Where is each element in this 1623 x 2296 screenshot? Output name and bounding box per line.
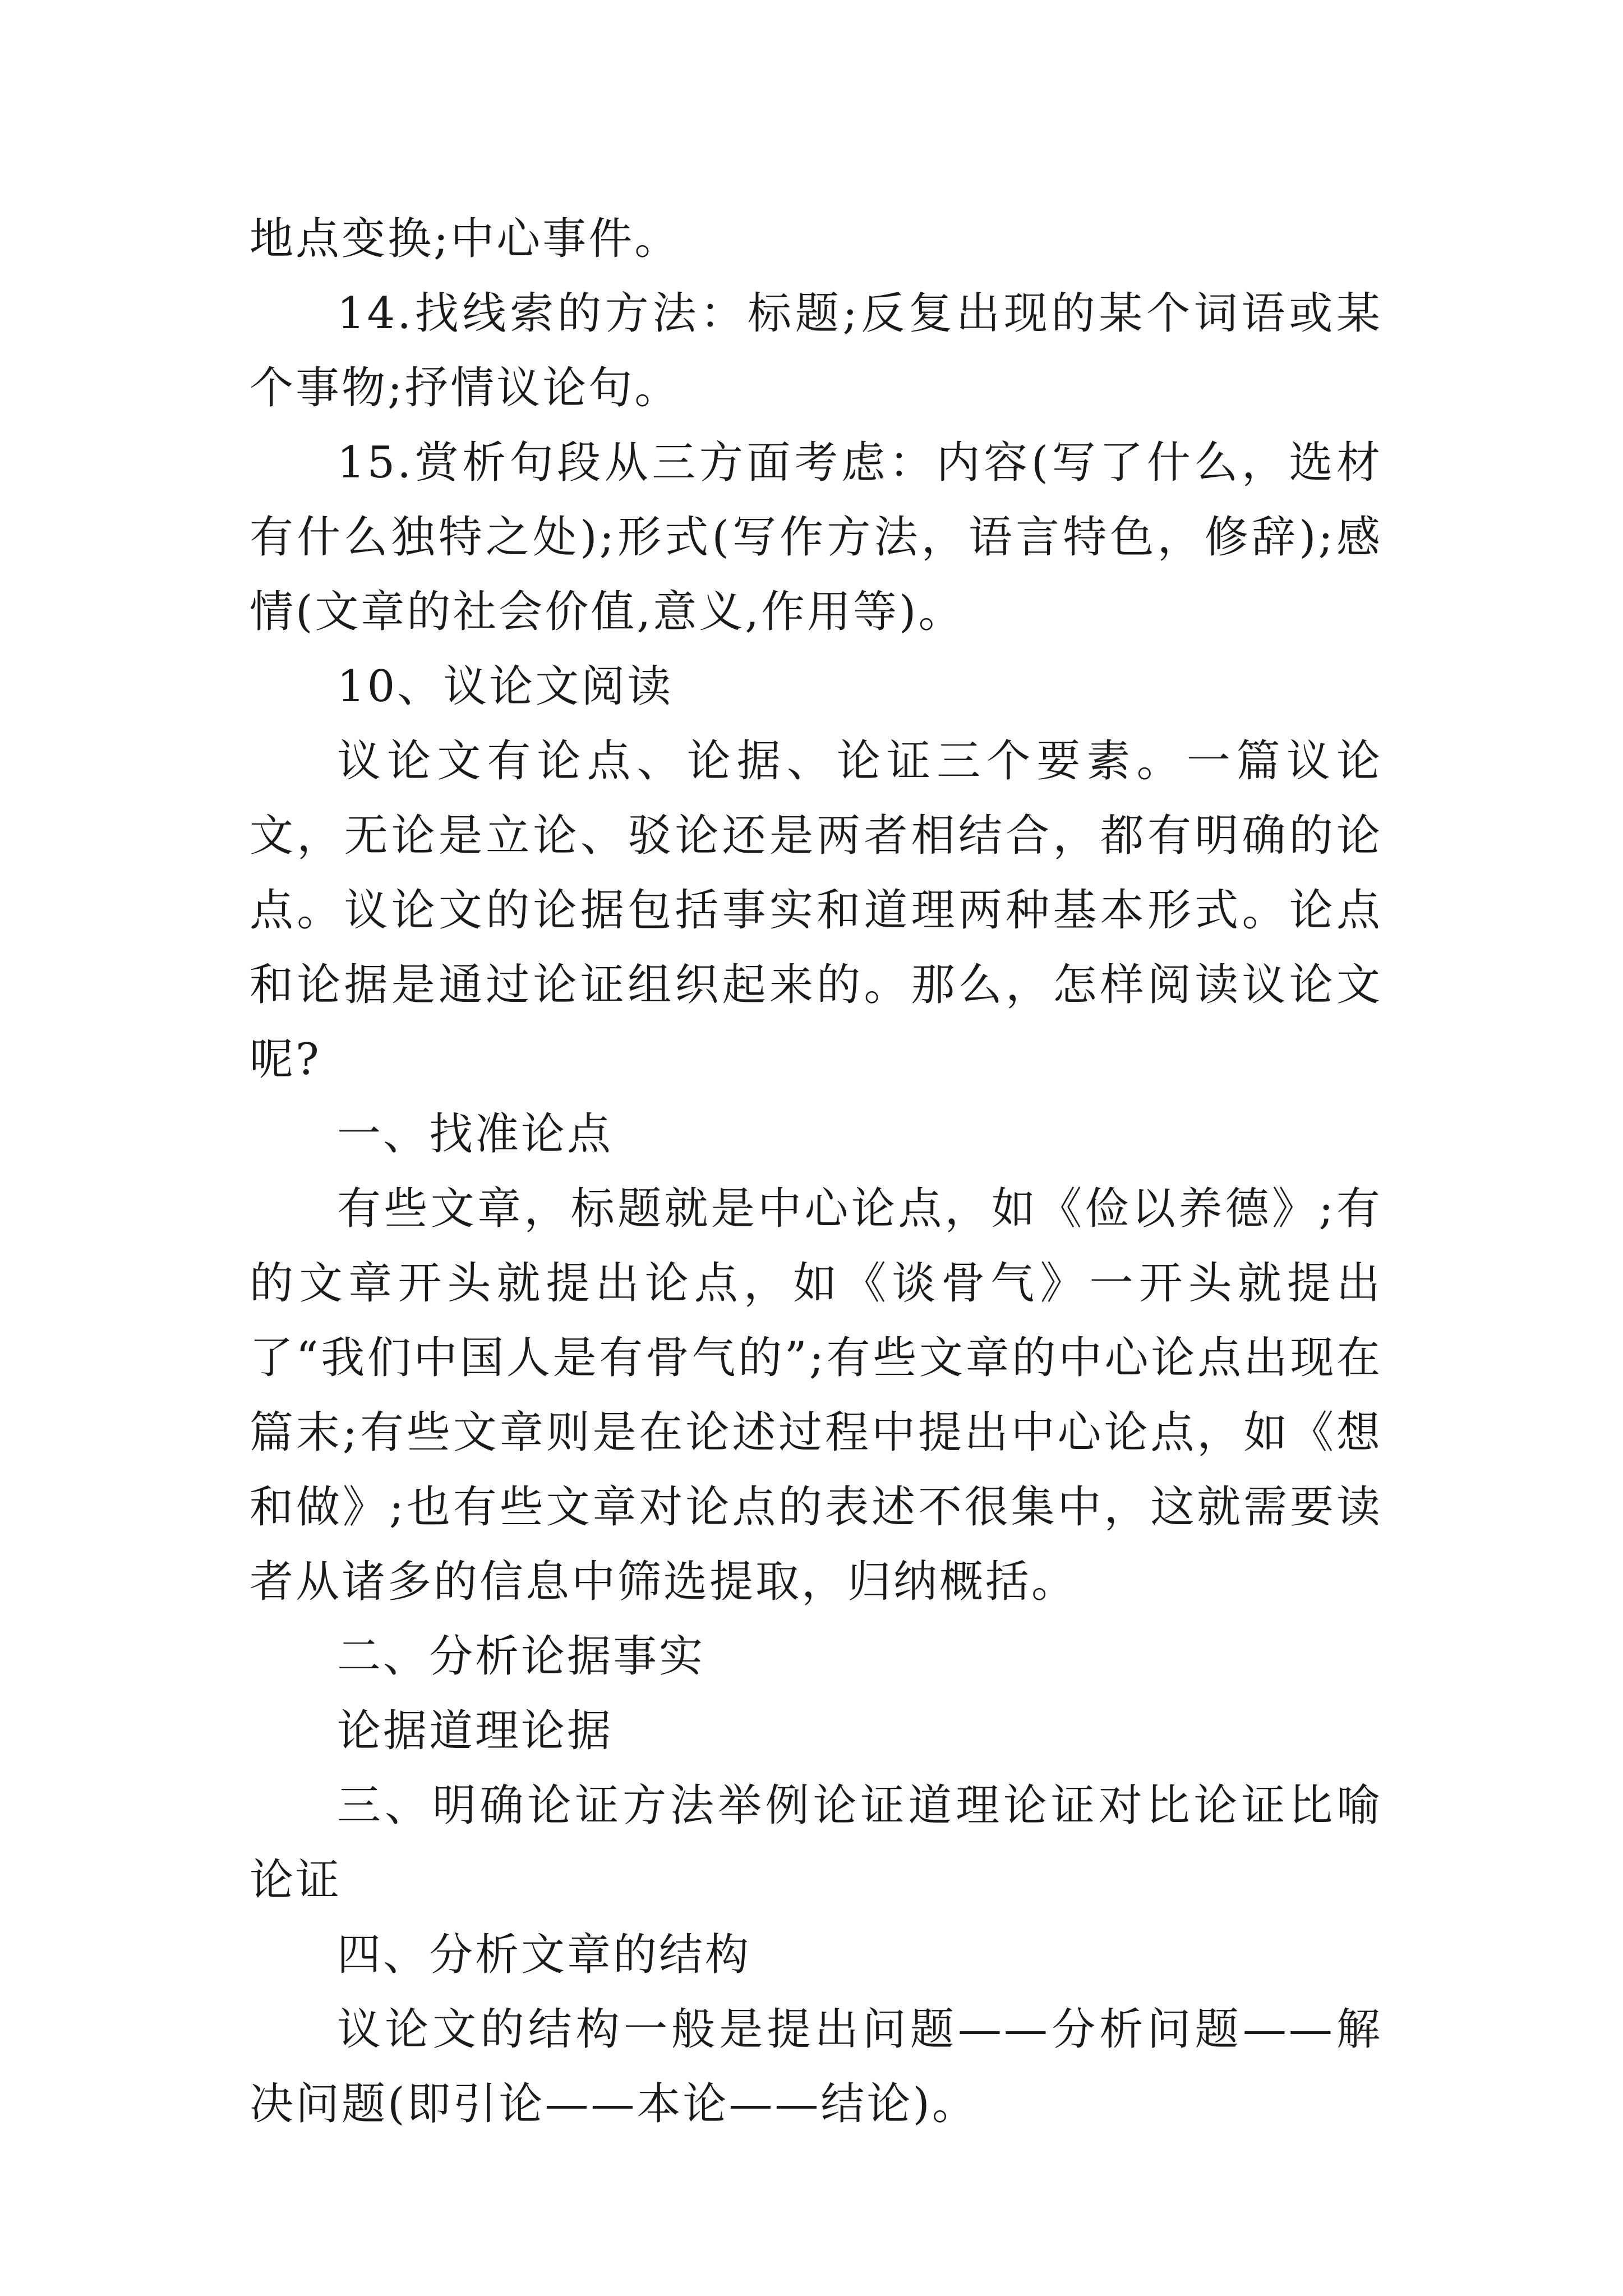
document-body [250,202,1382,2142]
subheading-analyze-evidence: 二、分析论据事实 [337,1631,706,1682]
subheading-evidence-reasoning: 论据道理论据 [337,1706,614,1756]
subheading-analyze-structure: 四、分析文章的结构 [337,1930,751,1980]
subheading-argument-methods: 三、明确论证方法举例论证道理论证对比论证比喻论证 [250,1780,1382,1906]
paragraph-continuation: 地点变换;中心事件。 [250,214,681,264]
paragraph-item-14: 14.找线索的方法：标题;反复出现的某个词语或某个事物;抒情议论句。 [250,288,1382,413]
paragraph-structure: 议论文的结构一般是提出问题——分析问题——解决问题(即引论——本论——结论)。 [250,2004,1382,2129]
paragraph-item-15: 15.赏析句段从三方面考虑：内容(写了什么，选材有什么独特之处);形式(写作方法，语言特色，修辞);感情(文章的社会价值,意义,作用等)。 [250,438,1382,637]
paragraph-intro: 议论文有论点、论据、论证三个要素。一篇议论文，无论是立论、驳论还是两者相结合，都有明确的论点。议论文的论据包括事实和道理两种基本形式。论点和论据是通过论证组织起来的。那么，怎样阅读议论文呢? [250,736,1382,1085]
paragraph-thesis-examples: 有些文章，标题就是中心论点，如《俭以养德》;有的文章开头就提出论点，如《谈骨气》一开头就提出了“我们中国人是有骨气的”;有些文章的中心论点出现在篇末;有些文章则是在论述过程中提出中心论点，如《想和做》;也有些文章对论点的表述不很集中，这就需要读者从诸多的信息中筛选提取，归纳概括。 [250,1184,1382,1607]
section-heading-argumentative-reading: 10、议论文阅读 [337,661,674,712]
subheading-find-thesis: 一、找准论点 [337,1109,614,1159]
